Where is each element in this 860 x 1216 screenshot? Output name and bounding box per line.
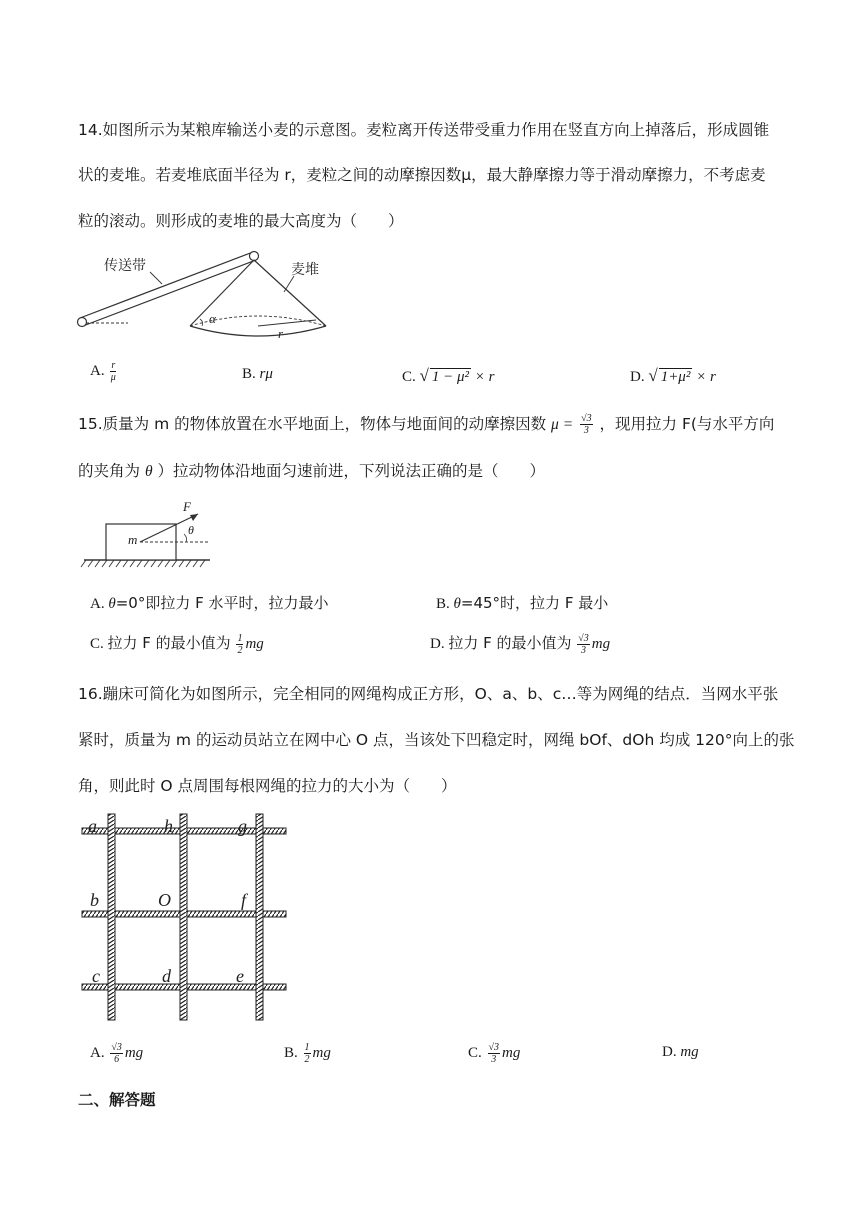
belt-label: 传送带 <box>104 259 146 274</box>
node-f-label: f <box>241 890 247 910</box>
node-a-label: a <box>88 816 97 836</box>
node-e-label: e <box>236 966 244 986</box>
angle-theta-label: θ <box>188 523 194 537</box>
q15-text-line-2: 的夹角为 θ ）拉动物体沿地面匀速前进，下列说法正确的是（ ） <box>78 462 546 480</box>
mass-m-label: m <box>128 532 138 547</box>
q14-text-line-3: 粒的滚动。则形成的麦堆的最大高度为（ ） <box>78 212 404 230</box>
q16-text-line-1: 16.蹦床可简化为如图所示，完全相同的网绳构成正方形，O、a、b、c…等为网绳的结点．当网水平张 <box>78 685 779 703</box>
q16-figure-trampoline-net <box>78 812 292 1024</box>
node-d-label: d <box>162 966 171 986</box>
pile-label: 麦堆 <box>291 263 319 278</box>
node-c-label: c <box>92 966 100 986</box>
q15-figure-block-pulled <box>80 496 220 572</box>
q14-option-a[interactable]: A. $\frac{r}{\mu}$ <box>90 360 116 383</box>
node-g-label: g <box>238 816 247 836</box>
angle-alpha-label: α <box>209 311 216 326</box>
q16-option-a[interactable]: A. $\frac{√3}{6}$ mg <box>90 1042 144 1065</box>
q16-text-line-3: 角，则此时 O 点周围每根网绳的拉力的大小为（ ） <box>78 777 457 795</box>
q15-option-a[interactable]: A. θ=0°即拉力 F 水平时，拉力最小 <box>90 594 329 612</box>
radius-r-label: r <box>278 326 284 341</box>
q15-option-c[interactable]: C. 拉力 F 的最小值为 $\frac{1}{2}$ mg <box>90 633 264 657</box>
q14-text-line-2: 状的麦堆。若麦堆底面半径为 r，麦粒之间的动摩擦因数μ，最大静摩擦力等于滑动摩擦力，不考虑麦 <box>78 166 766 184</box>
force-f-label: F <box>183 499 191 514</box>
q14-option-d[interactable]: D. √ 1+μ² × r <box>630 366 716 385</box>
q15-option-d[interactable]: D. 拉力 F 的最小值为 $\frac{√3}{3}$ mg <box>430 633 611 657</box>
section-heading: 二、解答题 <box>78 1091 156 1109</box>
q15-option-b[interactable]: B. θ=45°时，拉力 F 最小 <box>436 594 609 612</box>
q14-text-line-1: 14.如图所示为某粮库输送小麦的示意图。麦粒离开传送带受重力作用在竖直方向上掉落后，形成圆锥 <box>78 121 770 139</box>
q16-option-c[interactable]: C. $\frac{√3}{3}$ mg <box>468 1042 521 1065</box>
q16-option-d[interactable]: D. mg <box>662 1044 699 1060</box>
q15-text-line-1: 15.质量为 m 的物体放置在水平地面上，物体与地面间的动摩擦因数 μ = $\frac{√3}{3}$ ，现用拉力 F(与水平方向 <box>78 413 775 436</box>
node-h-label: h <box>164 816 173 836</box>
node-o-label: O <box>158 890 171 910</box>
node-b-label: b <box>90 890 99 910</box>
q14-option-b[interactable]: B. rμ <box>242 366 273 382</box>
q16-text-line-2: 紧时，质量为 m 的运动员站立在网中心 O 点，当该处下凹稳定时，网绳 bOf、dOh 均成 120°向上的张 <box>78 731 795 749</box>
q16-option-b[interactable]: B. $\frac{1}{2}$ mg <box>284 1042 331 1065</box>
q14-figure-conveyor-wheat-pile <box>72 242 342 350</box>
q14-option-c[interactable]: C. √ 1 − μ² × r <box>402 366 495 385</box>
